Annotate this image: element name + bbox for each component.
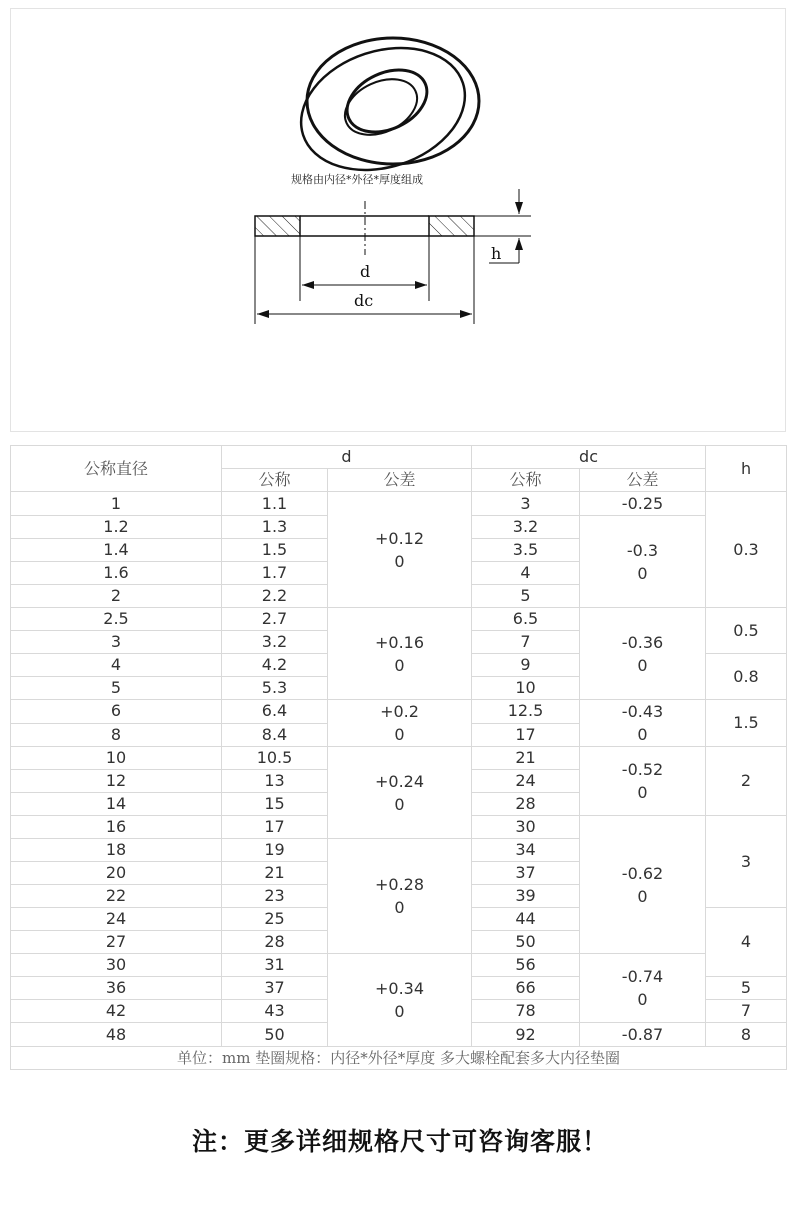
- washer-3d-illustration: [285, 28, 481, 190]
- header-d-tolerance: 公差: [328, 469, 472, 492]
- cell-d: 25: [222, 908, 328, 931]
- header-nominal-diameter: 公称直径: [11, 446, 222, 492]
- cell-nominal: 30: [11, 954, 222, 977]
- cell-nominal: 1.2: [11, 516, 222, 539]
- cell-d: 6.4: [222, 700, 328, 724]
- cell-dc: 39: [472, 885, 580, 908]
- cell-nominal: 27: [11, 931, 222, 954]
- cell-dc: 3.2: [472, 516, 580, 539]
- washer-spec-table: [10, 445, 787, 1070]
- cell-nominal: 24: [11, 908, 222, 931]
- dimension-label-d: d: [360, 262, 371, 281]
- cell-nominal: 1: [11, 492, 222, 516]
- washer-diagram: [11, 9, 787, 433]
- cell-d-tolerance: +0.34 0: [328, 954, 472, 1047]
- header-h: h: [706, 446, 787, 492]
- cell-d-tolerance: +0.12 0: [328, 492, 472, 608]
- cell-dc-tolerance: -0.87: [580, 1023, 706, 1047]
- cell-d: 10.5: [222, 747, 328, 770]
- cell-dc-tolerance: -0.74 0: [580, 954, 706, 1023]
- cell-h: 3: [706, 816, 787, 908]
- table-row: [11, 954, 787, 977]
- cell-nominal: 2.5: [11, 608, 222, 631]
- cell-d: 1.3: [222, 516, 328, 539]
- cell-dc: 28: [472, 793, 580, 816]
- cell-d: 15: [222, 793, 328, 816]
- cell-d: 8.4: [222, 723, 328, 747]
- table-header-row: [11, 446, 787, 469]
- cell-dc: 66: [472, 977, 580, 1000]
- cell-nominal: 42: [11, 1000, 222, 1023]
- cell-d: 17: [222, 816, 328, 839]
- cell-dc: 3: [472, 492, 580, 516]
- cell-dc: 9: [472, 654, 580, 677]
- header-dc-tolerance: 公差: [580, 469, 706, 492]
- dimension-label-h: h: [491, 244, 502, 263]
- cell-dc: 56: [472, 954, 580, 977]
- washer-cross-section: [255, 189, 531, 324]
- cell-nominal: 22: [11, 885, 222, 908]
- cell-d: 2.7: [222, 608, 328, 631]
- table-row: [11, 608, 787, 631]
- cell-nominal: 16: [11, 816, 222, 839]
- consult-service-note: 注：更多详细规格尺寸可咨询客服！: [191, 1127, 608, 1156]
- header-d: d: [222, 446, 472, 469]
- cell-dc: 44: [472, 908, 580, 931]
- header-dc-nominal: 公称: [472, 469, 580, 492]
- cell-dc: 21: [472, 747, 580, 770]
- cell-d: 43: [222, 1000, 328, 1023]
- cell-h: 2: [706, 747, 787, 816]
- cell-dc: 78: [472, 1000, 580, 1023]
- cell-d: 21: [222, 862, 328, 885]
- table-footer-note: 单位：mm 垫圈规格：内径*外径*厚度 多大螺栓配套多大内径垫圈: [11, 1047, 787, 1070]
- cell-d-tolerance: +0.28 0: [328, 839, 472, 954]
- cell-d: 1.5: [222, 539, 328, 562]
- cell-nominal: 4: [11, 654, 222, 677]
- cell-dc: 34: [472, 839, 580, 862]
- cell-nominal: 1.4: [11, 539, 222, 562]
- cell-dc-tolerance: -0.43 0: [580, 700, 706, 747]
- cell-dc: 3.5: [472, 539, 580, 562]
- cell-nominal: 2: [11, 585, 222, 608]
- cell-nominal: 6: [11, 700, 222, 724]
- cell-d: 23: [222, 885, 328, 908]
- cell-d: 2.2: [222, 585, 328, 608]
- cell-d: 5.3: [222, 677, 328, 700]
- cell-dc-tolerance: -0.52 0: [580, 747, 706, 816]
- cell-h: 0.5: [706, 608, 787, 654]
- cell-nominal: 20: [11, 862, 222, 885]
- header-d-nominal: 公称: [222, 469, 328, 492]
- cell-d-tolerance: +0.24 0: [328, 747, 472, 839]
- cell-d: 31: [222, 954, 328, 977]
- cell-d: 50: [222, 1023, 328, 1047]
- cell-h: 0.8: [706, 654, 787, 700]
- cell-d-tolerance: +0.2 0: [328, 700, 472, 747]
- cell-nominal: 12: [11, 770, 222, 793]
- table-row: [11, 700, 787, 724]
- table-row: [11, 747, 787, 770]
- cell-h: 5: [706, 977, 787, 1000]
- cell-nominal: 1.6: [11, 562, 222, 585]
- cell-dc-tolerance: -0.3 0: [580, 516, 706, 608]
- cell-h: 0.3: [706, 492, 787, 608]
- cell-dc: 17: [472, 723, 580, 747]
- cell-d: 1.1: [222, 492, 328, 516]
- cell-nominal: 14: [11, 793, 222, 816]
- cell-dc: 92: [472, 1023, 580, 1047]
- washer-diagram-panel: [10, 8, 786, 432]
- cell-dc: 6.5: [472, 608, 580, 631]
- cell-dc: 24: [472, 770, 580, 793]
- cell-d: 37: [222, 977, 328, 1000]
- cell-d: 28: [222, 931, 328, 954]
- cell-dc-tolerance: -0.36 0: [580, 608, 706, 700]
- cell-nominal: 5: [11, 677, 222, 700]
- cell-nominal: 18: [11, 839, 222, 862]
- cell-d-tolerance: +0.16 0: [328, 608, 472, 700]
- header-dc: dc: [472, 446, 706, 469]
- cell-nominal: 3: [11, 631, 222, 654]
- cell-h: 4: [706, 908, 787, 977]
- cell-nominal: 8: [11, 723, 222, 747]
- cell-dc: 37: [472, 862, 580, 885]
- cell-dc: 30: [472, 816, 580, 839]
- cell-nominal: 48: [11, 1023, 222, 1047]
- cell-dc-tolerance: -0.25: [580, 492, 706, 516]
- cell-dc: 7: [472, 631, 580, 654]
- cell-d: 3.2: [222, 631, 328, 654]
- cell-dc: 12.5: [472, 700, 580, 724]
- cell-nominal: 10: [11, 747, 222, 770]
- diagram-caption: 规格由内径*外径*厚度组成: [291, 173, 423, 186]
- table-footer-row: [11, 1047, 787, 1070]
- cell-dc: 50: [472, 931, 580, 954]
- dimension-label-dc: dc: [354, 291, 374, 310]
- cell-nominal: 36: [11, 977, 222, 1000]
- cell-d: 19: [222, 839, 328, 862]
- cell-dc: 10: [472, 677, 580, 700]
- cell-d: 1.7: [222, 562, 328, 585]
- cell-dc-tolerance: -0.62 0: [580, 816, 706, 954]
- table-row: [11, 492, 787, 516]
- cell-d: 4.2: [222, 654, 328, 677]
- cell-h: 1.5: [706, 700, 787, 747]
- cell-d: 13: [222, 770, 328, 793]
- cell-h: 7: [706, 1000, 787, 1023]
- cell-h: 8: [706, 1023, 787, 1047]
- cell-dc: 4: [472, 562, 580, 585]
- cell-dc: 5: [472, 585, 580, 608]
